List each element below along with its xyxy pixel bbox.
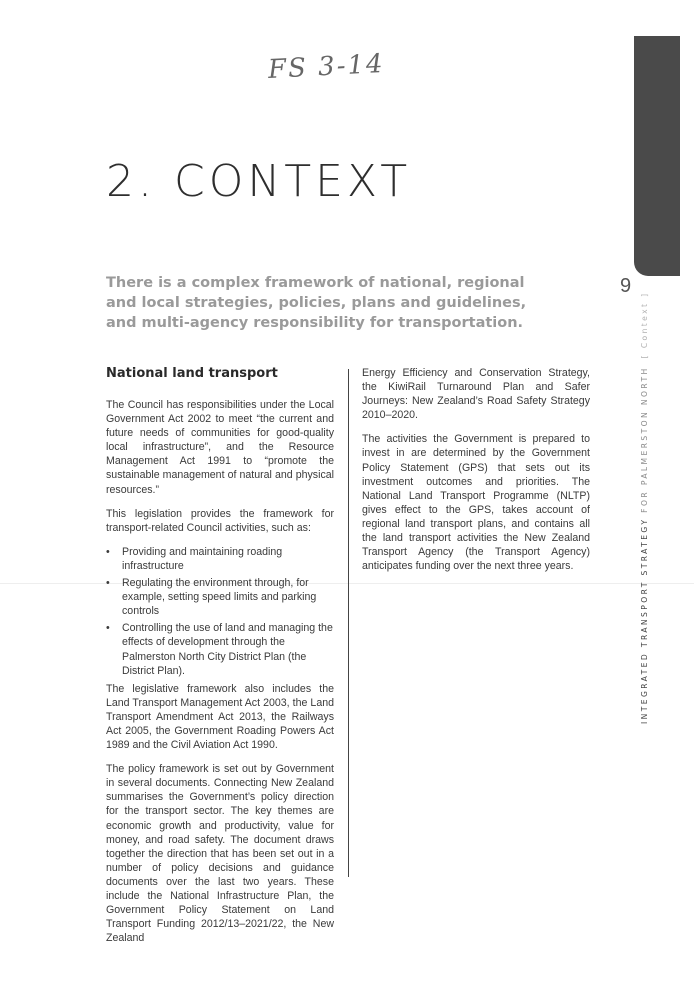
paragraph: The activities the Government is prepared to invest in are determined by the Government Policy Statement (GPS) that sets out its investment outcomes and priorities. The National Land Transport Programme (NLTP) gives effect to the GPS, takes account of regional land transport plans, and contains all the land transport activities the New Zealand Transport Agency (the Transport Agency) anticipates funding over the next three years. [362,433,590,573]
left-column [106,366,334,955]
side-text-accent: FOR PALMERSTON NORTH [640,366,649,513]
side-text-section: [ Context ] [640,291,649,359]
list-item: • Regulating the environment through, for example, setting speed limits and parking controls [106,576,334,618]
bullet-list [106,545,334,678]
paragraph: The Council has responsibilities under the Local Government Act 2002 to meet “the current and future needs of communities for good-quality local infrastructure”, and the Resource Management Act 1991 to “promote the sustainable management of natural and physical resources.” [106,399,334,496]
paragraph: This legislation provides the framework for transport-related Council activities, such as: [106,507,334,534]
page-title: 2. CONTEXT [106,156,412,207]
list-item: • Controlling the use of land and managing the effects of development through the Palmerston North City District Plan (the District Plan). [106,621,334,677]
handwritten-note: FS 3-14 [267,48,386,86]
intro-statement: There is a complex framework of national, regional and local strategies, policies, plans and guidelines, and multi-agency responsibility for transportation. [106,275,527,331]
paragraph: The legislative framework also includes the Land Transport Management Act 2003, the Land Transport Amendment Act 2013, the Railways Act 2005, the Government Roading Powers Act 1989 and the Civil Aviation Act 1990. [106,682,334,752]
side-running-header [640,291,649,724]
right-column [362,366,590,583]
paragraph: Energy Efficiency and Conservation Strategy, the KiwiRail Turnaround Plan and Safer Journeys: New Zealand’s Road Safety Strategy 2010–2020. [362,367,590,422]
column-divider [348,369,349,877]
section-heading: National land transport [106,366,278,381]
chapter-tab [634,36,680,276]
side-text-main: INTEGRATED TRANSPORT STRATEGY [640,512,649,724]
list-item: • Providing and maintaining roading infrastructure [106,545,334,573]
paragraph: The policy framework is set out by Government in several documents. Connecting New Zealand summarises the Government’s policy direction for the transport sector. The key themes are economic growth and productivity, value for money, and road safety. The document draws together the direction that has been set out in a number of policy decisions and guidance documents over the last two years. These include the National Infrastructure Plan, the Government Policy Statement on Land Transport Funding 2012/13–2021/22, the New Zealand [106,763,334,945]
page-number: 9 [620,275,632,297]
